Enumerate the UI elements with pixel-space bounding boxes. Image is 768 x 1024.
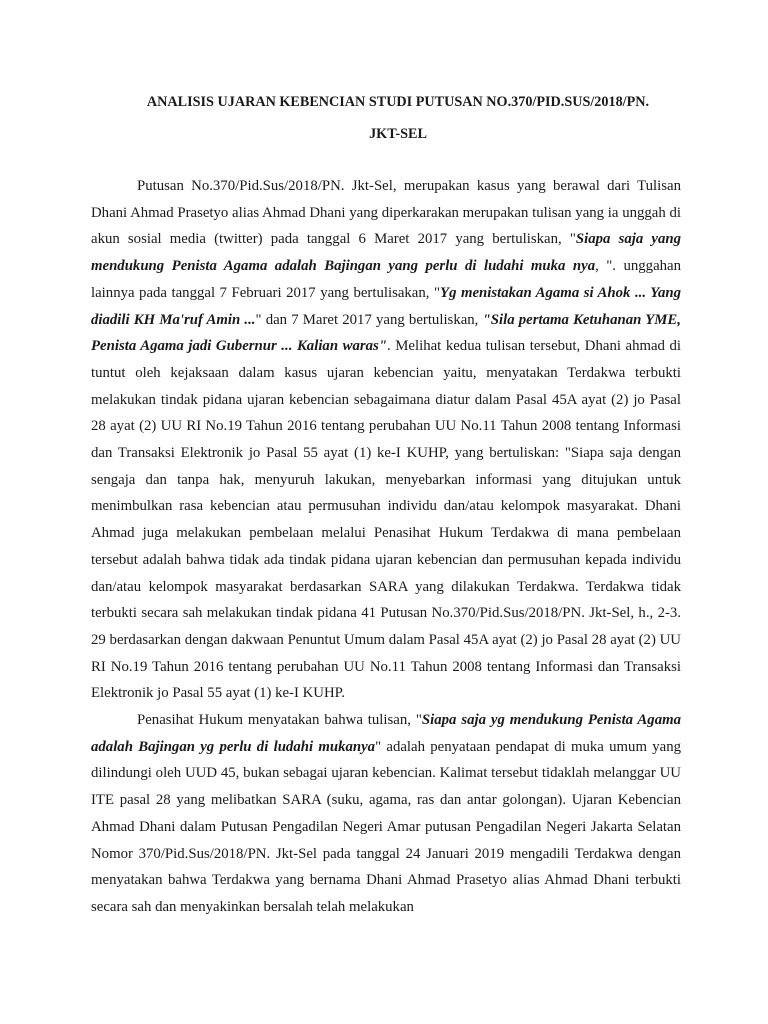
document-title xyxy=(91,86,681,150)
paragraph-2 xyxy=(91,707,681,921)
paragraph-1 xyxy=(91,173,681,707)
paragraph-1-text-4: . Melihat kedua tulisan tersebut, Dhani ahmad di tuntut oleh kejaksaan dalam kasus ujaran kebencian yaitu, menyatakan Terdakwa terbukti melakukan tindak pidana ujaran kebencian sebagaimana diatur dalam Pasal 45A ayat (2) jo Pasal 28 ayat (2) UU RI No.19 Tahun 2016 tentang perubahan UU No.11 Tahun 2008 tentang Informasi dan Transaksi Elektronik jo Pasal 55 ayat (1) ke-I KUHP, yang bertuliskan: "Siapa saja dengan sengaja dan tanpa hak, menyuruh lakukan, menyebarkan informasi yang ditujukan untuk menimbulkan rasa kebencian atau permusuhan individu dan/atau kelompok masyarakat. Dhani Ahmad juga melakukan pembelaan melalui Penasihat Hukum Terdakwa di mana pembelaan tersebut adalah bahwa tidak ada tindak pidana ujaran kebencian dan permusuhan kepada individu dan/atau kelompok masyarakat berdasarkan SARA yang dilakukan Terdakwa. Terdakwa tidak terbukti secara sah melakukan tindak pidana 41 Putusan No.370/Pid.Sus/2018/PN. Jkt-Sel, h., 2-3. 29 berdasarkan dengan dakwaan Penuntut Umum dalam Pasal 45A ayat (2) jo Pasal 28 ayat (2) UU RI No.19 Tahun 2016 tentang perubahan UU No.11 Tahun 2008 tentang Informasi dan Transaksi Elektronik jo Pasal 55 ayat (1) ke-I KUHP. xyxy=(91,338,681,702)
paragraph-2-quote-1: Siapa saja yg mendukung Penista Agama adalah Bajingan yg perlu di ludahi mukanya xyxy=(91,712,681,755)
paragraph-2-text-1: Penasihat Hukum menyatakan bahwa tulisan, " xyxy=(137,712,422,729)
paragraph-1-quote-1: Siapa saja yang mendukung Penista Agama adalah Bajingan yang perlu di ludahi muka nya xyxy=(91,231,681,275)
paragraph-1-text-3: " dan 7 Maret 2017 yang bertuliskan, xyxy=(255,311,483,328)
paragraph-1-text-1: Putusan No.370/Pid.Sus/2018/PN. Jkt-Sel, merupakan kasus yang berawal dari Tulisan Dhani Ahmad Prasetyo alias Ahmad Dhani yang diperkarakan merupakan tulisan yang ia unggah di akun sosial media (twitter) pada tanggal 6 Maret 2017 yang bertuliskan, " xyxy=(91,178,681,248)
paragraph-1-quote-2: Yg menistakan Agama si Ahok ... Yang diadili KH Ma'ruf Amin ... xyxy=(91,284,681,328)
document-page xyxy=(91,86,681,921)
paragraph-2-text-2: " adalah penyataan pendapat di muka umum yang dilindungi oleh UUD 45, bukan sebagai ujaran kebencian. Kalimat tersebut tidaklah melanggar UU ITE pasal 28 yang melibatkan SARA (suku, agama, ras dan antar golongan). Ujaran Kebencian Ahmad Dhani dalam Putusan Pengadilan Negeri Amar putusan Pengadilan Negeri Jakarta Selatan Nomor 370/Pid.Sus/2018/PN. Jkt-Sel pada tanggal 24 Januari 2019 mengadili Terdakwa dengan menyatakan bahwa Terdakwa yang bernama Dhani Ahmad Prasetyo alias Ahmad Dhani terbukti secara sah dan menyakinkan bersalah telah melakukan xyxy=(91,738,681,915)
title-line-2: JKT-SEL xyxy=(369,126,427,142)
title-line-1: ANALISIS UJARAN KEBENCIAN STUDI PUTUSAN NO.370/PID.SUS/2018/PN. xyxy=(146,94,650,110)
paragraph-1-quote-3: "Sila pertama Ketuhanan YME, Penista Agama jadi Gubernur ... Kalian waras" xyxy=(91,311,681,355)
paragraph-1-text-2: , ". unggahan lainnya pada tanggal 7 Februari 2017 yang bertulisakan, " xyxy=(91,258,681,301)
